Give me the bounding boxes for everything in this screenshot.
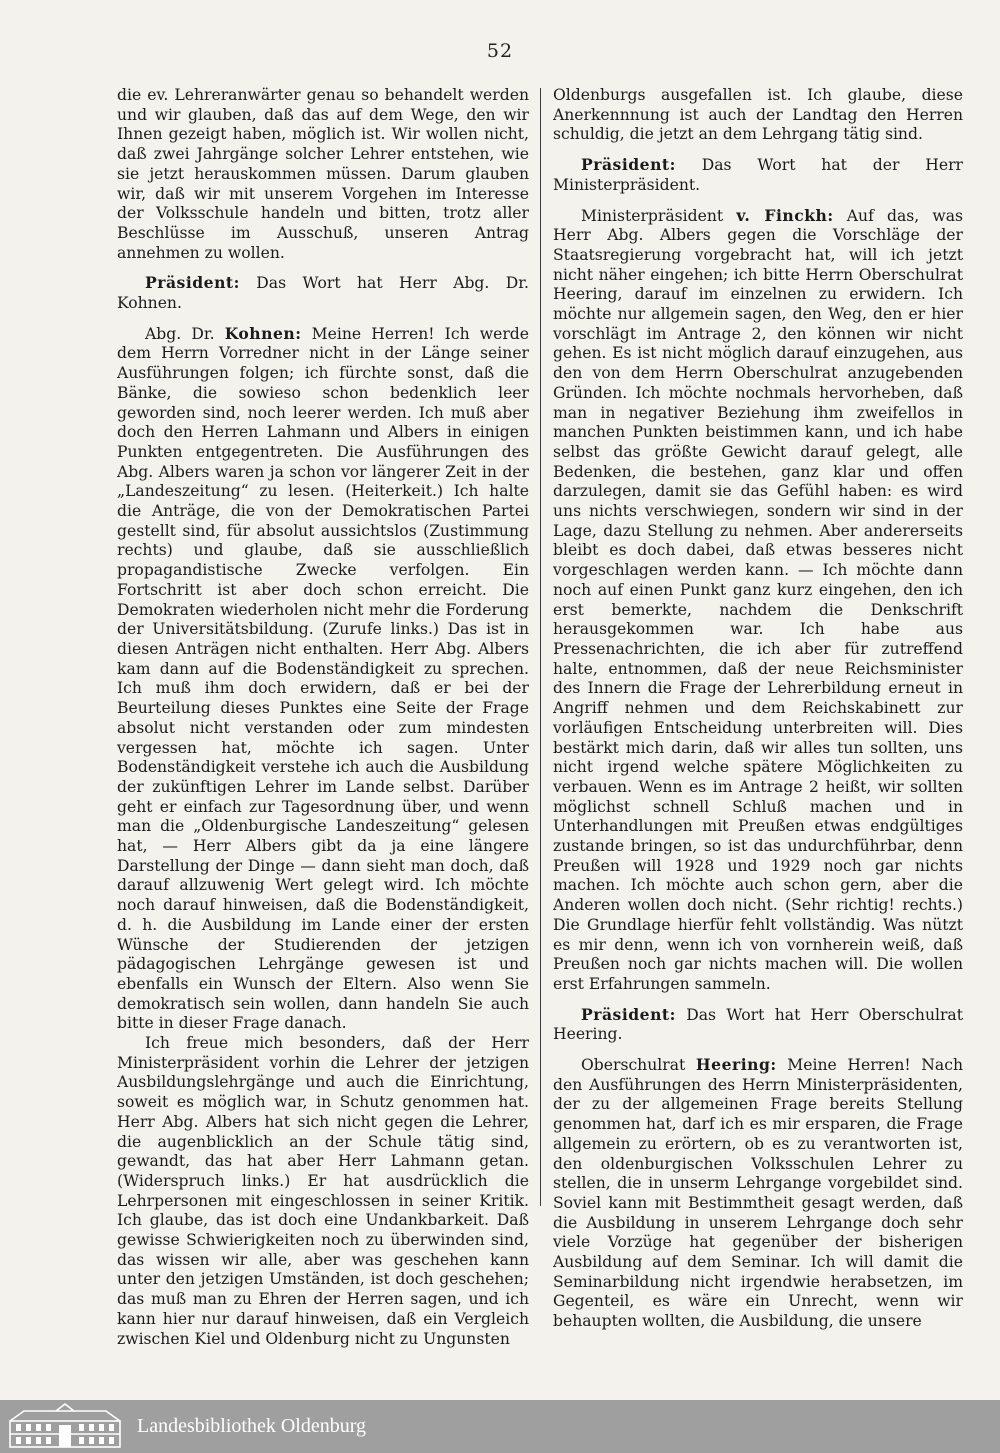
speaker-paragraph — [553, 155, 963, 195]
paragraph: die ev. Lehreranwärter genau so behandelt werden und wir glauben, daß das auf dem Wege, den wir Ihnen gezeigt haben, möglich ist. Wir wollen nicht, daß zwei Jahrgänge solcher Lehrer entstehen, wie sie jetzt herauskommen müssen. Darum glauben wir, daß wir mit unserem Vorgehen im Interesse der Volksschule handeln und bitten, trotz aller Beschlüsse im Ausschuß, unseren Antrag annehmen zu wollen. — [117, 86, 529, 262]
speech-text: Meine Herren! Nach den Ausführungen des Herrn Ministerpräsidenten, der zu der allgemeinen Frage bereits Stellung genommen hat, darf ich es mir ersparen, die Frage allgemein zu erörtern, ob es zu verantworten ist, den oldenburgischen Volksschulen Lehrer zu stellen, die in unserm Lehrgange vorgebildet sind. Soviel kann mit Bestimmtheit gesagt werden, daß die Ausbildung in unserem Lehrgange doch sehr viele Vorzüge hat gegenüber der bisherigen Ausbildung auf dem Seminar. Ich will damit die Seminarbildung nicht irgendwie herabsetzen, im Gegenteil, es wäre ein Unrecht, wenn wir behaupten wollten, die Ausbildung, die unsere — [553, 1056, 963, 1331]
speech-text: Meine Herren! Ich werde dem Herrn Vorredner nicht in der Länge seiner Ausführungen folgen; ich fürchte sonst, daß die Bänke, die sowieso schon bedenklich leer geworden sind, noch leerer werden. Ich muß aber doch den Herren Lahmann und Albers in einigen Punkten entgegentreten. Die Ausführungen des Abg. Albers waren ja schon vor längerer Zeit in der „Landeszeitung“ zu lesen. (Heiterkeit.) Ich halte die Anträge, die von der Demokratischen Partei gestellt sind, für absolut aussichtslos (Zustimmung rechts) und glaube, daß sie ausschließlich propagandistische Zwecke verfolgen. Ein Fortschritt ist aber doch schon erreicht. Die Demokraten wiederholen nicht mehr die Forderung der Universitätsbildung. (Zurufe links.) Das ist in diesen Anträgen nicht enthalten. Herr Abg. Albers kam dann auf die Bodenständigkeit zu sprechen. Ich muß ihm doch erwidern, daß er bei der Beurteilung dieses Punktes eine Seite der Frage absolut nicht verstanden oder zum mindesten vergessen hat, möchte ich sagen. Unter Bodenständigkeit verstehe ich auch die Ausbildung der zukünftigen Lehrer im Lande selbst. Darüber geht er einfach zur Tagesordnung über, und wenn man die „Oldenburgische Landeszeitung“ gelesen hat, — Herr Albers gibt da ja eine längere Darstellung der Dinge — dann sieht man doch, daß darauf allzuwenig Wert gelegt wird. Ich möchte noch darauf hinweisen, daß die Bodenständigkeit, d. h. die Ausbildung im Lande einer der ersten Wünsche der Studierenden der jetzigen pädagogischen Lehrgänge gewesen ist und ebenfalls ein Wunsch der Eltern. Also wenn Sie demokratisch sein wollen, dann handeln Sie auch bitte in dieser Frage danach. — [117, 324, 529, 1033]
speech-paragraph — [117, 324, 529, 1034]
speech-prefix: Abg. Dr. — [145, 324, 215, 343]
paragraph: Ich freue mich besonders, daß der Herr Ministerpräsident vorhin die Lehrer der jetzigen Ausbildungslehrgänge und auch die Einrichtung, soweit es möglich war, in Schutz genommen hat. Herr Abg. Albers hat sich nicht gegen die Lehrer, die augenblicklich an der Schule tätig sind, gewandt, das hat aber Herr Lahmann getan. (Widerspruch links.) Er hat ausdrücklich die Lehrpersonen mit eingeschlossen in seiner Kritik. Ich glaube, das ist doch eine Undankbarkeit. Daß gewisse Schwierigkeiten noch zu überwinden sind, das wissen wir alle, aber was geschehen kann unter den jetzigen Umständen, ist doch geschehen; das muß man zu Ehren der Herren sagen, und ich kann hier nur darauf hinweisen, daß ein Vergleich zwischen Kiel und Oldenburg nicht zu Ungunsten — [117, 1034, 529, 1348]
left-column — [117, 86, 529, 1386]
right-column — [553, 86, 963, 1386]
footer-bar — [0, 1400, 1000, 1453]
speaker-paragraph — [117, 273, 529, 313]
speaker-name: Präsident: — [581, 1004, 676, 1024]
speaker-paragraph — [553, 1005, 963, 1045]
speech-text: Auf das, was Herr Abg. Albers gegen die Vorschläge der Staatsregierung vorgebracht hat, will ich jetzt nicht näher eingehen; ich bitte Herrn Oberschulrat Heering, darauf im einzelnen zu erwidern. Ich möchte nur allgemein sagen, den Weg, den er hier vorschlägt im Antrage 2, den können wir nicht gehen. Es ist nicht möglich darauf einzugehen, aus den von dem Herrn Oberschulrat anzugebenden Gründen. Ich möchte nochmals hervorheben, daß man in negativer Beziehung ihm zweifellos in manchen Punkten beistimmen kann, und ich habe selbst das größte Gewicht darauf gelegt, alle Bedenken, die bestehen, ganz klar und offen darzulegen, damit sie das Gefühl haben: es wird uns nichts verschwiegen, sondern wir sind in der Lage, dazu Stellung zu nehmen. Aber andererseits bleibt es doch dabei, daß etwas besseres nicht vorgeschlagen werden kann. — Ich möchte dann noch auf einen Punkt ganz kurz eingehen, den ich erst bemerkte, nachdem die Denkschrift herausgekommen war. Ich habe aus Pressenachrichten, die ich aber für zutreffend halte, entnommen, daß der neue Reichsminister des Innern die Frage der Lehrerbildung erneut in Angriff nehmen und dem Reichskabinett zur vorläufigen Entscheidung unterbreiten will. Dies bestärkt mich darin, daß wir alles tun sollten, uns nicht irgend welche spätere Möglichkeiten zu verbauen. Wenn es im Antrage 2 heißt, wir sollten möglichst schnell Schluß machen und in Unterhandlungen mit Preußen etwas endgültiges zustande bringen, so ist das undurchführbar, denn Preußen will 1928 und 1929 noch gar nichts machen. Ich möchte auch schon gern, aber die Anderen wollen doch nicht. (Sehr richtig! rechts.) Die Grundlage hierfür fehlt vollständig. Was nützt es mir denn, wenn ich von vornherein weiß, daß Preußen noch gar nichts machen will. Die wollen erst Erfahrungen sammeln. — [553, 206, 963, 993]
speaker-name: Heering: — [695, 1055, 777, 1075]
column-divider — [540, 88, 541, 1206]
speech-prefix: Ministerpräsident — [581, 206, 724, 225]
library-name: Landesbibliothek Oldenburg — [137, 1415, 367, 1437]
speaker-text: Das Wort hat der Herr Ministerpräsident. — [553, 156, 963, 194]
speech-paragraph — [553, 206, 963, 995]
page-number: 52 — [486, 40, 514, 62]
speaker-text: Das Wort hat Herr Oberschulrat Heering. — [553, 1005, 963, 1044]
speaker-text: Das Wort hat Herr Abg. Dr. Kohnen. — [117, 274, 529, 313]
library-building-icon — [6, 1403, 124, 1451]
speech-prefix: Oberschulrat — [581, 1056, 686, 1075]
paragraph: Oldenburgs ausgefallen ist. Ich glaube, diese Anerkennnung ist auch der Landtag den Herren schuldig, die jetzt an dem Lehrgang tätig sind. — [553, 86, 963, 144]
speaker-name: Kohnen: — [224, 323, 302, 343]
speaker-name: Präsident: — [145, 273, 240, 293]
speaker-name: v. Finckh: — [736, 205, 834, 225]
speaker-name: Präsident: — [581, 155, 676, 175]
speech-paragraph — [553, 1055, 963, 1332]
